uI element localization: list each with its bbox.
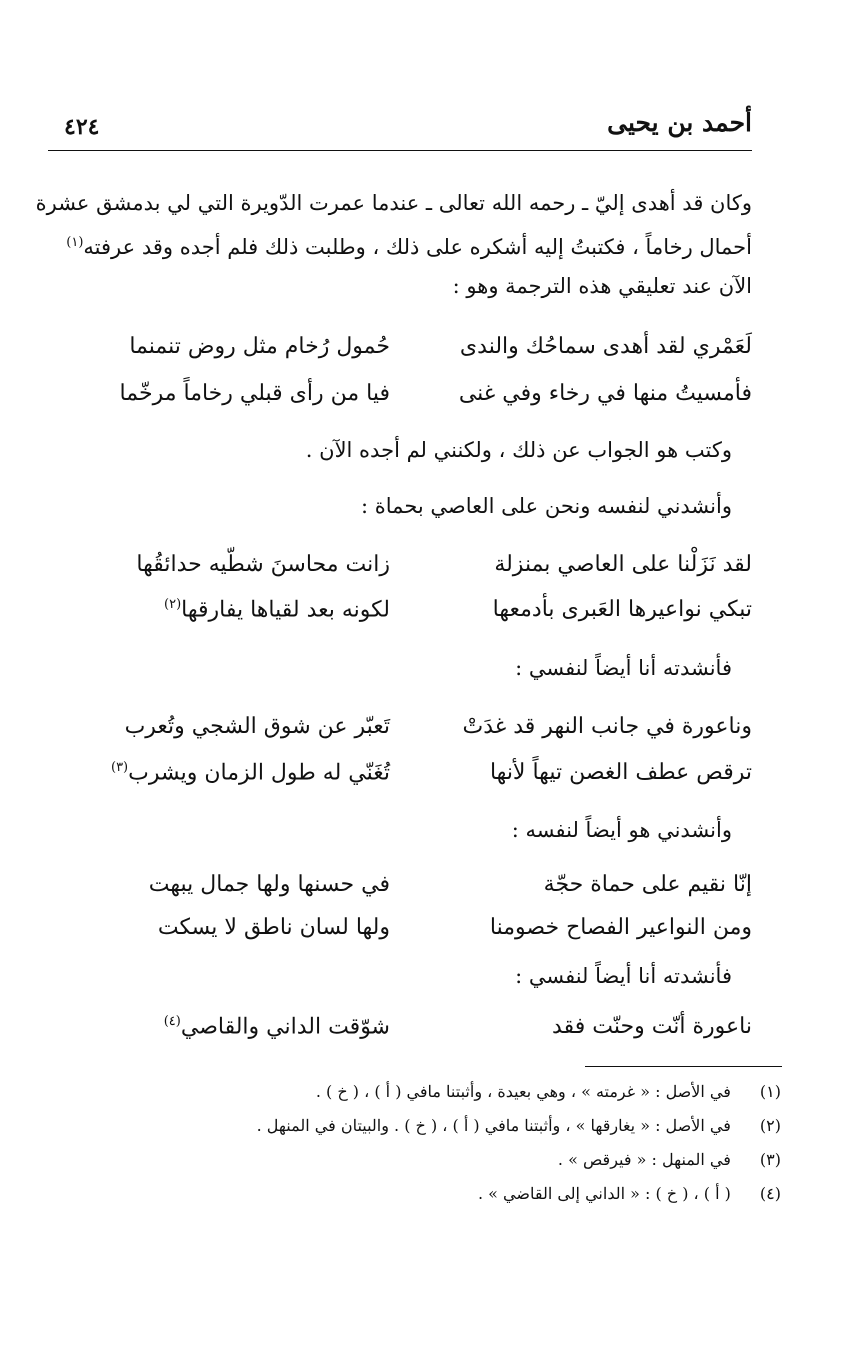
verse-second-hemistich: حُمول رُخام مثل روض تنمنما — [129, 334, 390, 359]
footnote-text: في الأصل : « يغارقها » ، وأثبتنا مافي ( أ ) ، ( خ ) . والبيتان في المنهل . — [256, 1116, 731, 1135]
paragraph-line-text: أحمال رخاماً ، فكتبتُ إليه أشكره على ذلك ، وطلبت ذلك فلم أجده وقد عرفته — [83, 235, 752, 259]
paragraph-line: وكان قد أهدى إليّ ـ رحمه الله تعالى ـ عندما عمرت الدّويرة التي لي بدمشق عشرة — [35, 191, 752, 215]
prose-line: وأنشدني هو أيضاً لنفسه : — [511, 818, 732, 842]
verse-line — [80, 334, 752, 370]
footnote — [316, 1082, 781, 1101]
paragraph-line — [46, 223, 752, 267]
prose-line: وكتب هو الجواب عن ذلك ، ولكنني لم أجده الآن . — [305, 438, 732, 462]
footnote-ref: (٤) — [163, 1014, 181, 1029]
verse-second-hemistich — [80, 760, 390, 785]
verse-first-hemistich: ترقص عطف الغصن تيهاً لأنها — [489, 760, 752, 785]
header-rule — [48, 150, 752, 151]
hemistich-text: شوّقت الداني والقاصي — [180, 1014, 390, 1040]
verse-first-hemistich: تبكي نواعيرها العَبرى بأدمعها — [492, 597, 752, 622]
footnote-number: (١) — [759, 1082, 781, 1101]
verse-first-hemistich: ومن النواعير الفصاح خصومنا — [489, 915, 752, 940]
running-title: أحمد بن يحيى — [607, 108, 752, 137]
verse-second-hemistich — [80, 1014, 390, 1039]
verse-second-hemistich: تَعبّر عن شوق الشجي وتُعرب — [124, 714, 390, 739]
hemistich-text: لكونه بعد لقياها يفارقها — [181, 597, 390, 623]
prose-line: وأنشدني لنفسه ونحن على العاصي بحماة : — [361, 494, 732, 518]
verse-second-hemistich: زانت محاسنَ شطّيه حدائقُها — [136, 552, 390, 577]
paragraph-line: الآن عند تعليقي هذه الترجمة وهو : — [452, 274, 752, 298]
prose-line: فأنشدته أنا أيضاً لنفسي : — [515, 964, 732, 988]
verse-first-hemistich: ناعورة أنّت وحنّت فقد — [552, 1014, 752, 1039]
footnote — [558, 1150, 781, 1169]
footnote-ref: (٢) — [164, 597, 182, 612]
footnote-rule — [585, 1066, 782, 1067]
verse-line — [80, 597, 752, 633]
page-header — [48, 108, 752, 148]
verse-line — [80, 552, 752, 588]
verse-second-hemistich — [80, 597, 390, 622]
footnote-text: في المنهل : « فيرقص » . — [557, 1150, 731, 1169]
verse-first-hemistich: لَعَمْري لقد أهدى سماحُك والندى — [459, 334, 752, 359]
page-number: ٤٢٤ — [64, 114, 100, 140]
footnote-text: ( أ ) ، ( خ ) : « الداني إلى القاضي » . — [478, 1184, 731, 1203]
prose-line: فأنشدته أنا أيضاً لنفسي : — [515, 656, 732, 680]
footnote-number: (٢) — [759, 1116, 781, 1135]
verse-line — [80, 381, 752, 417]
verse-second-hemistich: في حسنها ولها جمال يبهت — [148, 872, 390, 897]
verse-first-hemistich: وناعورة في جانب النهر قد غدَتْ — [462, 714, 752, 739]
footnote-ref: (١) — [66, 235, 84, 250]
verse-first-hemistich: فأمسيتُ منها في رخاء وفي غنى — [458, 381, 752, 406]
footnote — [257, 1116, 781, 1135]
opening-paragraph — [35, 184, 752, 306]
hemistich-text: تُغَنّي له طول الزمان ويشرب — [128, 760, 390, 786]
footnote-number: (٣) — [759, 1150, 781, 1169]
verse-first-hemistich: لقد نَزَلْنا على العاصي بمنزلة — [494, 552, 752, 577]
verse-line — [80, 1014, 752, 1050]
verse-second-hemistich: ولها لسان ناطق لا يسكت — [157, 915, 390, 940]
footnote-text: في الأصل : « غرمته » ، وهي بعيدة ، وأثبتنا مافي ( أ ) ، ( خ ) . — [315, 1082, 731, 1101]
footnote — [478, 1184, 781, 1203]
verse-line — [80, 714, 752, 750]
verse-second-hemistich: فيا من رأى قبلي رخاماً مرخّما — [119, 381, 390, 406]
footnote-ref: (٣) — [110, 760, 129, 775]
verse-first-hemistich: إنّا نقيم على حماة حجّة — [543, 872, 752, 897]
verse-line — [80, 760, 752, 796]
footnote-number: (٤) — [759, 1184, 781, 1203]
verse-line — [80, 915, 752, 951]
verse-line — [80, 872, 752, 908]
